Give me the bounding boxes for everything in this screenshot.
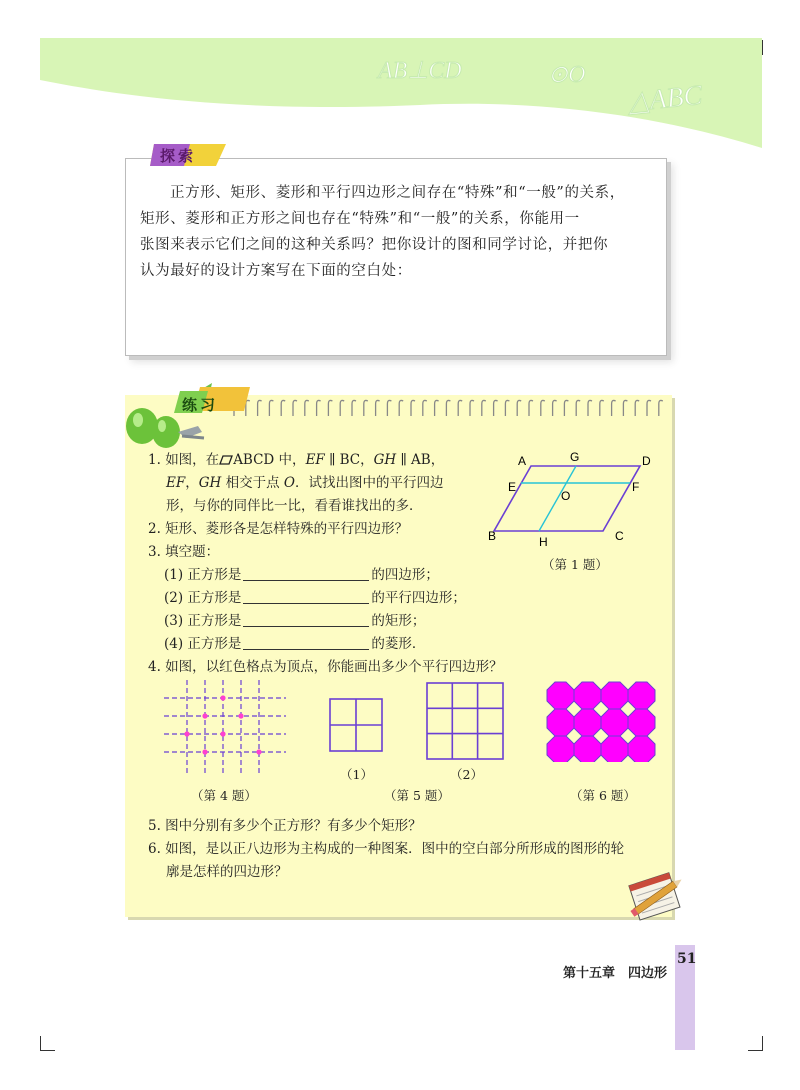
figure-6-octagon-pattern [545, 680, 657, 762]
binding-ring [470, 400, 474, 416]
q4-text: 4. 如图，以红色格点为顶点，你能画出多少个平行四边形？ [148, 659, 503, 675]
chapter-title: 第十五章 四边形 [563, 966, 668, 981]
answer-blank[interactable] [243, 635, 369, 650]
octagon-tile [601, 709, 628, 736]
binding-ring [623, 400, 627, 416]
q1-text: GH [373, 452, 397, 468]
octagon-tile [574, 682, 601, 709]
binding-ring [458, 400, 462, 416]
label-g: G [570, 450, 580, 464]
octagon-tile [601, 682, 628, 709]
figure-4-dot-grid [160, 678, 290, 778]
binding-ring [399, 400, 403, 416]
binding-ring [600, 400, 604, 416]
q3-item-suffix: 的矩形； [371, 613, 426, 629]
binding-ring [281, 400, 285, 416]
q1-text: 如图，在 [165, 452, 220, 468]
figure-4-caption: （第 4 题） [191, 788, 257, 803]
q1-text: O [283, 475, 295, 491]
octagon-tile [628, 709, 655, 736]
q3-item-label: (3) 正方形是 [164, 613, 242, 629]
label-e: E [508, 480, 517, 494]
binding-ring [317, 400, 321, 416]
q3-item-4 [164, 633, 425, 656]
figure-5-sub-caption-2: （2） [450, 767, 483, 782]
label-o: O [561, 489, 571, 503]
answer-blank[interactable] [243, 589, 369, 604]
q1-text: EF [166, 475, 186, 491]
q1-text: ∥ [396, 452, 412, 468]
q1-text: AB， [411, 452, 445, 468]
binding-ring [352, 400, 356, 416]
label-a: A [518, 454, 527, 468]
q1-text: ， [185, 475, 199, 491]
notebook-pencil-icon [620, 868, 692, 926]
octagon-tile [574, 709, 601, 736]
binding-ring [387, 400, 391, 416]
binding-ring [612, 400, 616, 416]
figure-6-caption: （第 6 题） [570, 788, 636, 803]
binding-ring [423, 400, 427, 416]
banner-deco-circle: ⊙O [548, 62, 586, 88]
explore-line-1: 正方形、矩形、菱形和平行四边形之间存在“特殊”和“一般”的关系， [170, 185, 625, 201]
q5-text: 5. 图中分别有多少个正方形？有多少个矩形？ [148, 818, 422, 834]
binding-ring [482, 400, 486, 416]
q3-item-label: (4) 正方形是 [164, 636, 242, 652]
q3-item-suffix: 的菱形． [371, 636, 426, 652]
label-f: F [632, 480, 640, 494]
binding-ring [505, 400, 509, 416]
binding-ring [564, 400, 568, 416]
q1-number: 1. [148, 452, 161, 468]
q6-line-2: 廓是怎样的四边形？ [166, 864, 288, 880]
figure-5-2-square-grid [425, 681, 505, 761]
binding-ring [328, 400, 332, 416]
crop-mark-bottom-right [748, 1036, 763, 1051]
q3-item-2 [164, 587, 466, 610]
binding-ring [293, 400, 297, 416]
binding-ring [576, 400, 580, 416]
explore-line-4: 认为最好的设计方案写在下面的空白处： [140, 263, 412, 279]
q3-item-suffix: 的平行四边形； [371, 590, 466, 606]
q3-item-suffix: 的四边形； [371, 567, 439, 583]
figure-1-caption: （第 1 题） [542, 557, 608, 572]
binding-ring [258, 400, 262, 416]
label-c: C [615, 529, 624, 543]
practice-tag: 练习 [182, 396, 219, 414]
octagon-tile [547, 736, 574, 762]
banner-deco-triangle: △ABC [626, 79, 704, 119]
figure-1-parallelogram [484, 450, 664, 550]
q1-line-1 [148, 449, 444, 472]
binding-ring [305, 400, 309, 416]
binding-ring [376, 400, 380, 416]
explore-text [140, 180, 660, 284]
red-lattice-point [220, 731, 225, 736]
q3-title: 3. 填空题： [148, 544, 220, 560]
binding-ring [517, 400, 521, 416]
crop-mark-bottom-left [40, 1036, 55, 1051]
figure-5-sub-caption-1: （1） [340, 767, 373, 782]
explore-line-2: 矩形、菱形和正方形之间也存在“特殊”和“一般”的关系，你能用一 [140, 211, 580, 227]
answer-blank[interactable] [243, 612, 369, 627]
q1-line-3: 形，与你的同伴比一比，看看谁找出的多． [166, 498, 423, 514]
red-lattice-point [256, 749, 261, 754]
apple-decoration [120, 402, 210, 452]
binding-ring [269, 400, 273, 416]
q6-line-1: 6. 如图，是以正八边形为主构成的一种图案．图中的空白部分所形成的图形的轮 [148, 841, 625, 857]
banner-deco-perpendicular: AB⊥CD [378, 58, 462, 84]
red-lattice-point [238, 713, 243, 718]
page-number: 51 [677, 951, 697, 967]
binding-ring [553, 400, 557, 416]
red-lattice-point [184, 731, 189, 736]
binding-ring [411, 400, 415, 416]
binding-ring [588, 400, 592, 416]
q1-text: EF [305, 452, 325, 468]
octagon-tile [547, 709, 574, 736]
parallelogram-symbol-icon [219, 455, 233, 465]
binding-ring [541, 400, 545, 416]
binding-ring [635, 400, 639, 416]
octagon-tile [601, 736, 628, 762]
binding-ring [364, 400, 368, 416]
header-banner [0, 0, 800, 170]
q3-item-label: (2) 正方形是 [164, 590, 242, 606]
binding-ring [529, 400, 533, 416]
red-lattice-point [220, 695, 225, 700]
figure-5-1-square-grid [328, 697, 384, 753]
segment-gh [539, 466, 576, 531]
label-h: H [539, 535, 548, 549]
binding-ring [494, 400, 498, 416]
q1-text: ABCD 中， [233, 452, 306, 468]
red-lattice-point [202, 749, 207, 754]
q1-line-2 [166, 472, 443, 495]
label-b: B [488, 529, 497, 543]
q1-text: 相交于点 [221, 475, 284, 491]
q1-text: BC， [339, 452, 374, 468]
answer-blank[interactable] [243, 566, 369, 581]
q1-text: ．试找出图中的平行四边 [294, 475, 444, 491]
q3-item-label: (1) 正方形是 [164, 567, 242, 583]
explore-line-3: 张图来表示它们之间的这种关系吗？把你设计的图和同学讨论，并把你 [140, 237, 609, 253]
q3-item-3 [164, 610, 425, 633]
binding-ring [647, 400, 651, 416]
octagon-tile [574, 736, 601, 762]
red-lattice-point [202, 713, 207, 718]
explore-tag: 探索 [160, 147, 197, 165]
practice-binding-rings [230, 398, 670, 418]
q3-item-1 [164, 564, 439, 587]
binding-ring [659, 400, 663, 416]
octagon-tile [628, 682, 655, 709]
q1-text: ∥ [324, 452, 340, 468]
binding-ring [446, 400, 450, 416]
label-d: D [642, 454, 651, 468]
binding-ring [435, 400, 439, 416]
octagon-tile [547, 682, 574, 709]
binding-ring [340, 400, 344, 416]
q2-text: 2. 矩形、菱形各是怎样特殊的平行四边形？ [148, 521, 409, 537]
q1-text: GH [198, 475, 222, 491]
figure-5-caption: （第 5 题） [384, 788, 450, 803]
octagon-tile [628, 736, 655, 762]
